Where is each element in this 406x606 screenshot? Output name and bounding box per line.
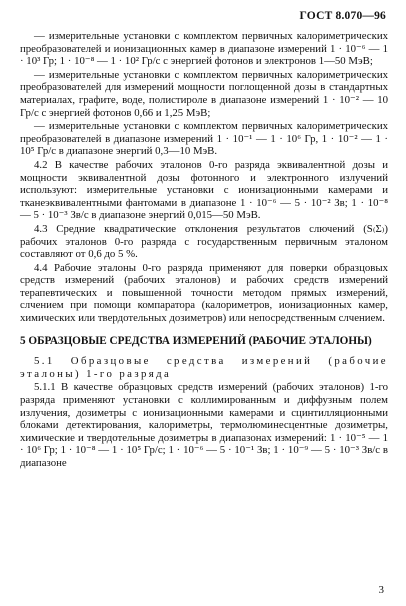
- page-number: 3: [378, 584, 384, 596]
- paragraph-4-4: 4.4 Рабочие эталоны 0-го разряда применяют для поверки образцовых средств измерений (рабочих эталонов) и рабочих средств измерений терапевтических и повышенной точности методом прямых измерений, слчением при помощи компаратора (калориметров, ионизационных камер, химических или твердотельных дозиметров) или непосредственным слчением.: [20, 261, 388, 325]
- paragraph-4-3: 4.3 Средние квадратические отклонения результатов слючений (S₍Σ₎) рабочих эталонов 0-го разряда с государственным первичным эталоном составляют от 0,6 до 5 %.: [20, 222, 388, 261]
- paragraph-5-1-1: 5.1.1 В качестве образцовых средств измерений (рабочих эталонов) 1-го разряда применяют установки с коллимированным и диффузным полем излучения, дозиметры с ионизационными камерами и сцинтилляционными блоками детектирования, калориметры, термолюминесцентные дозиметры, химические и твердотельные дозиметры в диапазонах измерений: 1 · 10⁻⁵ — 1 · 10⁶ Гр; 1 · 10⁻⁸ — 1 · 10⁵ Гр/с; 1 · 10⁻⁶ — 5 · 10⁻¹ Зв; 1 · 10⁻⁹ — 5 · 10⁻³ Зв/с в диапазоне: [20, 381, 388, 469]
- paragraph-1: — измерительные установки с комплектом первичных калориметрических преобразователей и ионизационных камер в диапазоне измерений 1 · 10⁻⁶ — 1 · 10³ Гр; 1 · 10⁻⁸ — 1 · 10² Гр/с с энергией фотонов и электронов 1—50 МэВ;: [20, 30, 388, 68]
- standard-code: ГОСТ 8.070—96: [299, 10, 386, 22]
- section-heading: 5 ОБРАЗЦОВЫЕ СРЕДСТВА ИЗМЕРЕНИЙ (РАБОЧИЕ ЭТАЛОНЫ): [20, 334, 372, 347]
- document-body: [20, 30, 388, 471]
- subsection-heading: 5.1 Образцовые средства измерений (рабочие эталоны) 1-го разряда: [20, 355, 388, 380]
- paragraph-2: — измерительные установки с комплектом первичных калориметрических преобразователей для измерений мощности поглощенной дозы в стандартных материалах, графите, воде, полистироле в диапазоне измерений 1 · 10⁻² — 10 Гр/с с энергией фотонов 0,66 и 1,25 МэВ;: [20, 68, 388, 119]
- paragraph-4-2: 4.2 В качестве рабочих эталонов 0-го разряда эквивалентной дозы и мощности эквивалентной дозы фотонного и электронного излучений используют: измерительные установки с ионизационными камерами и тканеэквивалентными фантомами в диапазоне 1 · 10⁻⁶ — 5 · 10⁻² Зв; 1 · 10⁻⁸ — 5 · 10⁻³ Зв/с в диапазоне энергий 0,015—50 МэВ.: [20, 158, 388, 222]
- paragraph-3: — измерительные установки с комплектом первичных калориметрических преобразователей в диапазоне измерений 1 · 10⁻¹ — 1 · 10⁶ Гр, 1 · 10⁻² — 1 · 10⁵ Гр/с в диапазоне энергий 0,3—10 МэВ.: [20, 120, 388, 158]
